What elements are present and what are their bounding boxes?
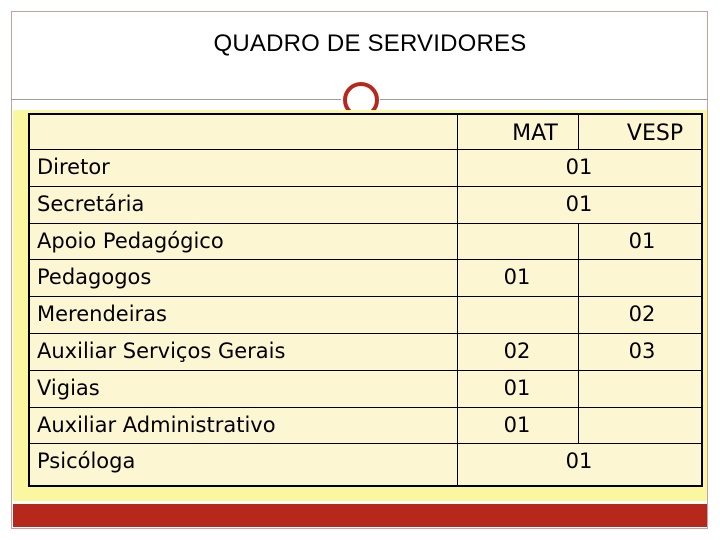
column-divider-header	[578, 115, 579, 149]
column-divider-shift	[578, 296, 579, 333]
cell-both-shifts	[549, 296, 609, 333]
cell-vesp: 03	[628, 339, 656, 363]
cell-vesp: 02	[628, 302, 656, 327]
column-divider-shift	[578, 259, 579, 296]
cell-vesp	[612, 149, 672, 186]
cell-mat	[487, 443, 547, 480]
cell-mat	[487, 223, 547, 260]
table-row	[30, 370, 701, 407]
cell-vesp	[612, 407, 672, 444]
cell-mat: 01	[503, 375, 531, 400]
column-divider-shift	[578, 333, 579, 370]
header-vesp: VESP	[626, 121, 684, 146]
cell-both-shifts: 01	[565, 449, 593, 474]
cell-both-shifts	[549, 333, 609, 370]
table-row	[30, 333, 701, 370]
row-label: Psicóloga	[37, 449, 136, 474]
table-row	[30, 186, 701, 223]
table-header-row	[30, 115, 701, 152]
header-mat: MAT	[512, 121, 558, 146]
row-label: Secretária	[37, 191, 145, 216]
title-divider-right	[380, 99, 708, 100]
table-row	[30, 296, 701, 333]
row-label: Diretor	[37, 155, 110, 179]
footer-bar	[13, 504, 707, 527]
cell-mat: 01	[503, 265, 531, 290]
table-row	[30, 407, 701, 444]
cell-both-shifts	[549, 223, 609, 260]
column-divider-shift	[578, 407, 579, 444]
table-row	[30, 223, 701, 260]
row-label: Apoio Pedagógico	[37, 228, 224, 253]
row-label: Auxiliar Administrativo	[37, 412, 276, 437]
cell-both-shifts	[549, 370, 609, 407]
row-label: Auxiliar Serviços Gerais	[37, 339, 286, 363]
column-divider-shift	[578, 370, 579, 407]
table-row	[30, 443, 701, 480]
cell-vesp	[612, 186, 672, 223]
cell-mat	[487, 296, 547, 333]
cell-mat	[487, 149, 547, 186]
table-row	[30, 149, 701, 186]
title-divider-left	[11, 99, 341, 100]
page-title: QUADRO DE SERVIDORES	[213, 30, 527, 57]
cell-vesp	[612, 259, 672, 296]
cell-both-shifts	[549, 259, 609, 296]
table-row	[30, 259, 701, 296]
cell-mat: 01	[503, 412, 531, 437]
column-divider-shift	[578, 223, 579, 260]
staff-table	[28, 113, 703, 487]
cell-both-shifts: 01	[565, 155, 593, 179]
row-label: Merendeiras	[37, 302, 167, 327]
cell-both-shifts	[549, 407, 609, 444]
cell-mat: 02	[503, 339, 531, 363]
cell-vesp	[612, 443, 672, 480]
cell-vesp	[612, 370, 672, 407]
cell-vesp: 01	[628, 228, 656, 253]
cell-both-shifts: 01	[565, 191, 593, 216]
row-label: Pedagogos	[37, 265, 152, 290]
cell-mat	[487, 186, 547, 223]
row-label: Vigias	[37, 375, 100, 400]
